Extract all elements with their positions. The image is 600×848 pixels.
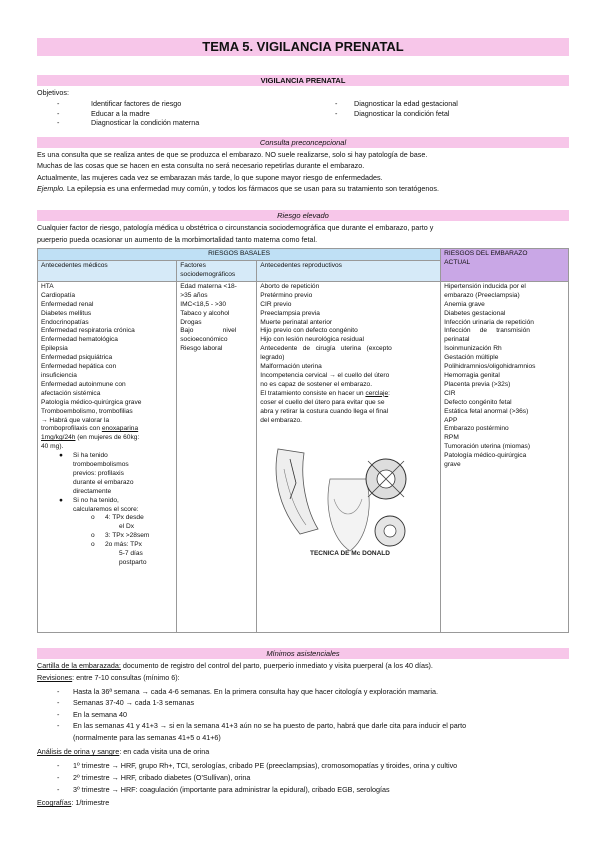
riesgo-intro-2: puerperio pueda ocasionar un aumento de la morbimortalidad tanto materna como fetal. — [37, 235, 318, 244]
analisis-list — [57, 760, 457, 795]
list-item: - Diagnosticar la condición materna — [57, 118, 200, 128]
list-item: (normalmente para las semanas 41+5 o 41+6) — [73, 732, 221, 742]
list-item: - Hasta la 36ª semana → cada 4-6 semanas. En la primera consulta hay que hacer citología y exploración mamaria. — [57, 687, 439, 696]
list-item: - 2º trimestre → HRF, cribado diabetes (O'Sullivan), orina — [57, 772, 251, 782]
list-item: - Semanas 37-40 → cada 1-3 semanas — [57, 698, 195, 708]
embarazo-header: RIESGOS DEL EMBARAZO ACTUAL — [441, 249, 569, 282]
list-item: - 3º trimestre → HRF: coagulación (importante para administrar la epidural), cribado EGB, serologías — [57, 784, 390, 794]
consulta-line-1: Es una consulta que se realiza antes de que se produzca el embarazo. NO suele realizarse, solo si hay patología de base. — [37, 150, 428, 159]
col-header-reproductivos: Antecedentes reproductivos — [257, 260, 441, 281]
section-bar-riesgo: Riesgo elevado — [37, 210, 569, 221]
list-item: - Educar a la madre — [57, 108, 150, 118]
list-item: - En las semanas 41 y 41+3 → si en la semana 41+3 aún no se ha puesto de parto, habrá que darle cita para inducir el parto — [57, 721, 467, 731]
revisiones-line: Revisiones: entre 7-10 consultas (mínimo 6): — [37, 673, 180, 682]
col-medicos: HTA Cardiopatía Enfermedad renal Diabetes mellitus Endocrinopatías Enfermedad respiratoria crónica Enfermedad hematológica Epilepsia Enfermedad psiquiátrica Enfermedad hepática con insuficiencia Enfermedad autoinmune con afectación sistémica Patología médico-quirúrgica grave Tromboembolismo, trombofilias → Habrá que valorar la tromboprofilaxis con enoxaparina 1mg/kg/24h (en mujeres de 60kg: 40 mg). ● Si ha tenido tromboembolismos previos: profilaxis durante el embarazo directamente ● Si no ha tenido, calcularemos el score: o 4: TPx desde el Dx o 3: TPx >28sem o 2o más: TPx 5-7 días postparto — [38, 281, 177, 632]
objetivos-right-list — [335, 99, 458, 118]
section-bar-vigilancia: VIGILANCIA PRENATAL — [37, 75, 569, 86]
page-title: TEMA 5. VIGILANCIA PRENATAL — [37, 38, 569, 56]
list-item: - En la semana 40 — [57, 709, 127, 719]
list-item: - 1º trimestre → HRF, grupo Rh+, TCI, serologías, cribado PE (preeclampsias), cromosomopatías y tiroides, orina y cultivo — [57, 761, 458, 770]
col-reproductivos: Aborto de repetición Pretérmino previo CIR previo Preeclampsia previa Muerte perinatal anterior Hijo previo con defecto congénito Hijo con lesión neurológica residual Antecedente de cirugía uterina (excepto legrado) Malformación uterina Incompetencia cervical → el cuello del útero no es capaz de sostener el embarazo. El tratamiento consiste en hacer un cerclaje: coser el cuello del útero para evitar que se abra y retirar la costura cuando llega el final del embarazo. TECNICA DE Mc DONALD — [257, 281, 441, 632]
list-item: - Identificar factores de riesgo — [57, 99, 182, 108]
objetivos-left-list — [57, 99, 199, 128]
consulta-line-2: Muchas de las cosas que se hacen en esta consulta no será necesario repetirlas durante el embarazo. — [37, 161, 365, 170]
section-bar-consulta: Consulta preconcepcional — [37, 137, 569, 148]
revisiones-list — [57, 686, 466, 743]
col-header-medicos: Antecedentes médicos — [38, 260, 177, 281]
objetivos-label: Objetivos: — [37, 88, 69, 97]
riesgo-intro-1: Cualquier factor de riesgo, patología médica u obstétrica o circunstancia sociodemográfica que durante el embarazo, parto y — [37, 223, 434, 232]
section-bar-minimos: Mínimos asistenciales — [37, 648, 569, 659]
cerclage-illustration — [270, 439, 412, 559]
col-embarazo-actual: Hipertensión inducida por el embarazo (Preeclampsia) Anemia grave Diabetes gestacional Infección urinaria de repetición Infección de transmisión perinatal Isoinmunización Rh Gestación múltiple Polihidramnios/oligohidramnios Hemorragia genital Placenta previa (>32s) CIR Defecto congénito fetal Estática fetal anormal (>36s) APP Embarazo postérmino RPM Tumoración uterina (miomas) Patología médico-quirúrgica grave — [441, 281, 569, 632]
analisis-line: Análisis de orina y sangre: en cada visita una de orina — [37, 747, 210, 756]
ecografias-line: Ecografías: 1/trimestre — [37, 798, 110, 807]
figure-caption: TECNICA DE Mc DONALD — [310, 550, 391, 558]
col-sociodemograficos: Edad materna <18- >35 años IMC<18,5 - >30 Tabaco y alcohol Drogas Bajo nivel socioeconómico Riesgo laboral — [177, 281, 257, 632]
mcdonald-figure — [260, 439, 437, 559]
list-item: - Diagnosticar la condición fetal — [335, 108, 450, 118]
list-item: - Diagnosticar la edad gestacional — [335, 99, 458, 108]
consulta-ejemplo: Ejemplo. La epilepsia es una enfermedad muy común, y todos los fármacos que se usan para su tratamiento son teratógenos. — [37, 184, 439, 193]
consulta-line-3: Actualmente, las mujeres cada vez se embarazan más tarde, lo que supone mayor riesgo de enfermedades. — [37, 173, 383, 182]
col-header-sociodemograficos: Factores sociodemográficos — [177, 260, 257, 281]
basales-header: RIESGOS BASALES — [38, 249, 441, 261]
cartilla-line: Cartilla de la embarazada: documento de registro del control del parto, puerperio inmediato y visita puerperal (a los 40 días). — [37, 661, 433, 670]
risk-table — [37, 248, 569, 633]
